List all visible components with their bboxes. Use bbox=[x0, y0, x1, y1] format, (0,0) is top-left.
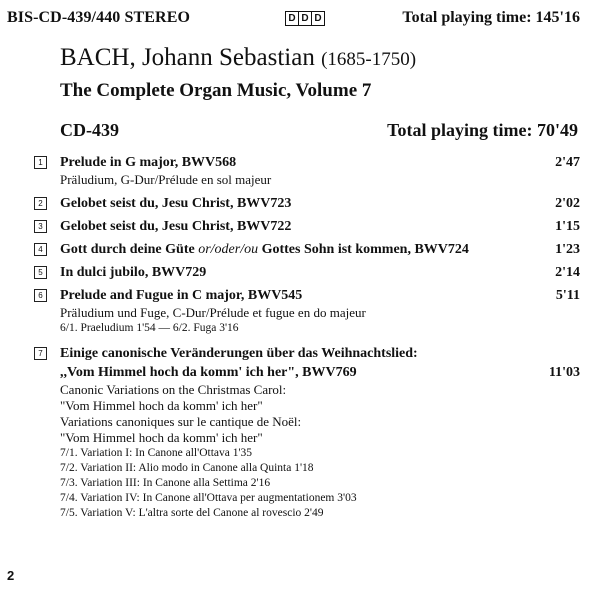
track-duration: 2'02 bbox=[555, 196, 580, 211]
track-title: Gelobet seist du, Jesu Christ, BWV722 bbox=[60, 219, 292, 234]
track-number-box: 3 bbox=[34, 220, 47, 233]
track-item bbox=[0, 153, 594, 188]
composer-dates: (1685-1750) bbox=[321, 49, 417, 70]
track-list bbox=[0, 153, 594, 521]
track-detail-line: Canonic Variations on the Christmas Carol: bbox=[60, 382, 287, 397]
track-title: Gelobet seist du, Jesu Christ, BWV723 bbox=[60, 196, 292, 211]
track-title bbox=[60, 240, 469, 259]
ddd-letter: D bbox=[286, 12, 299, 25]
track-detail-line: "Vom Himmel hoch da komm' ich her" bbox=[60, 430, 263, 445]
track-subtitle: Präludium, G-Dur/Prélude en sol majeur bbox=[60, 172, 272, 187]
track-number-box: 7 bbox=[34, 347, 47, 360]
variation-item: 7/4. Variation IV: In Canone all'Ottava per augmentationem 3'03 bbox=[60, 492, 357, 504]
track-duration: 11'03 bbox=[548, 365, 580, 380]
variation-item: 7/3. Variation III: In Canone alla Settima 2'16 bbox=[60, 477, 271, 489]
total-playing-time-all: Total playing time: 145'16 bbox=[402, 9, 580, 26]
track-title: In dulci jubilo, BWV729 bbox=[60, 265, 207, 280]
track-duration: 1'15 bbox=[555, 219, 580, 234]
track-item bbox=[0, 194, 594, 213]
album-title: The Complete Organ Music, Volume 7 bbox=[60, 80, 372, 101]
track-number-box: 2 bbox=[34, 197, 47, 210]
track-title-connector: or/oder/ou bbox=[198, 242, 259, 257]
ddd-letter: D bbox=[299, 12, 312, 25]
composer-heading bbox=[60, 44, 416, 72]
cd-total-playing-time: Total playing time: 70'49 bbox=[387, 120, 578, 140]
variation-item: 7/1. Variation I: In Canone all'Ottava 1'35 bbox=[60, 447, 253, 459]
variation-item: 7/2. Variation II: Alio modo in Canone alla Quinta 1'18 bbox=[60, 462, 314, 474]
track-number-box: 1 bbox=[34, 156, 47, 169]
track-item bbox=[0, 217, 594, 236]
track-title: Prelude in G major, BWV568 bbox=[60, 155, 237, 170]
track-number-box: 6 bbox=[34, 289, 47, 302]
ddd-badge bbox=[285, 11, 325, 26]
track-duration: 2'47 bbox=[555, 155, 580, 170]
track-detail-line: Variations canoniques sur le cantique de Noël: bbox=[60, 414, 302, 429]
track-subtitle: Präludium und Fuge, C-Dur/Prélude et fugue en do majeur bbox=[60, 305, 366, 320]
track-duration: 2'14 bbox=[555, 265, 580, 280]
track-detail-line: "Vom Himmel hoch da komm' ich her" bbox=[60, 398, 263, 413]
track-title-line: ,,Vom Himmel hoch da komm' ich her", BWV769 bbox=[60, 365, 357, 380]
catalog-number: BIS-CD-439/440 STEREO bbox=[7, 9, 191, 26]
track-item bbox=[0, 344, 594, 521]
track-title-line: Einige canonische Veränderungen über das Weihnachtslied: bbox=[60, 346, 418, 361]
variation-item: 7/5. Variation V: L'altra sorte del Canone al rovescio 2'49 bbox=[60, 507, 324, 519]
track-title: Prelude and Fugue in C major, BWV545 bbox=[60, 288, 303, 303]
track-duration: 5'11 bbox=[555, 288, 580, 303]
track-title-part: Gott durch deine Güte bbox=[60, 242, 195, 257]
track-number-box: 5 bbox=[34, 266, 47, 279]
track-title-part: Gottes Sohn ist kommen, BWV724 bbox=[261, 242, 469, 257]
cd-number: CD-439 bbox=[60, 120, 119, 140]
track-movements: 6/1. Praeludium 1'54 — 6/2. Fuga 3'16 bbox=[60, 322, 239, 334]
track-duration: 1'23 bbox=[555, 242, 580, 257]
track-item bbox=[0, 286, 594, 336]
page-number: 2 bbox=[7, 568, 15, 583]
composer-name: BACH, Johann Sebastian bbox=[60, 44, 315, 71]
track-item bbox=[0, 263, 594, 282]
ddd-letter: D bbox=[314, 13, 322, 24]
track-number-box: 4 bbox=[34, 243, 47, 256]
track-item bbox=[0, 240, 594, 259]
